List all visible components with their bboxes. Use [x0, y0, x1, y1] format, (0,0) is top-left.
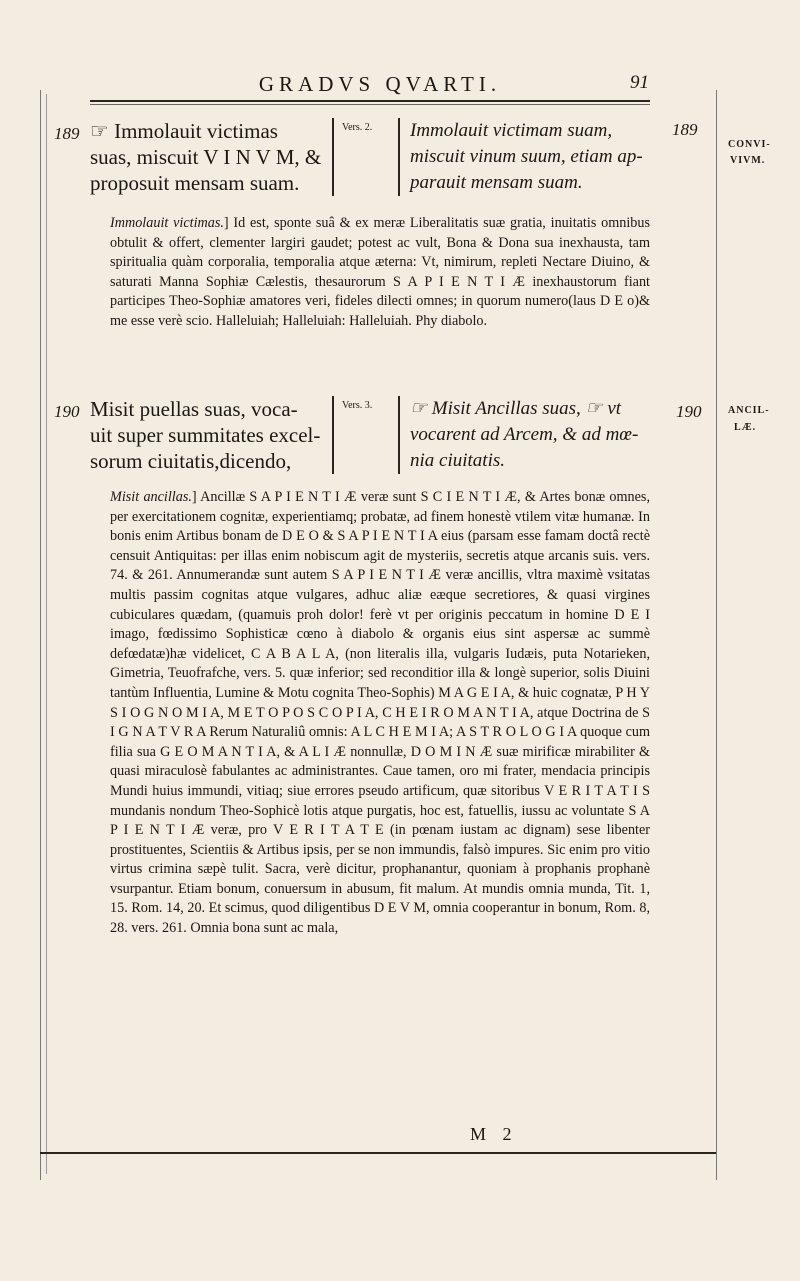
folio-number: 91: [630, 72, 649, 93]
verse-2-translation-line-3: nia ciuitatis.: [410, 450, 505, 471]
page-border-left-inner: [46, 94, 47, 1174]
page-border-left: [40, 90, 41, 1180]
verse-2-divider-left: [332, 396, 334, 474]
verse-1-translation-line-1: Immolauit victimam suam,: [410, 120, 613, 141]
verse-2-divider-right: [398, 396, 400, 474]
margin-number-right-190: 190: [676, 402, 702, 421]
running-head: GRADVS QVARTI.: [258, 72, 502, 96]
verse-1-translation-line-2: miscuit vinum suum, etiam ap-: [410, 146, 643, 167]
commentary-2-text: ] Ancillæ S A P I E N T I Æ veræ sunt S C I E N T I Æ, & Artes bonæ omnes, per exercitationem cognitæ, experientiamq; probatæ, ad finem honestè vtilem vitæ humanæ. In bonis enim Artibus bonam de D E O & S A P I E N T I A eius (parsam esse famam doctâ rectè censuit Antiquitas: per illas enim nobiscum agit de mysteriis, secretis atque arcanis suis. vers. 74. & 261. Annumerandæ sunt autem S A P I E N T I Æ veræ ancillis, vltra maximè vsitatas multis passim cognitas atque vulgares, adhuc aliæ eæque secretiores, & quasi virgines cubiculares quædam, (quamuis proh dolor! ferè vt per originis peccatum in homine D E I imago, fœdissimo Sophisticæ cœno à diabolo & organis eius sint aspersæ ac summè defœdatæ)hæ videlicet, C A B A L A, (non literalis illa, vulgaris Iudæis, puta Notarieken, Gimetria, Teuofrafche, vers. 5. quæ inferior; sed reconditior illa & longè superior, solis Diuini tantùm Influentia, Lumine & Motu cognita Theo-Sophis) M A G E I A, & huic cognatæ, P H Y S I O G N O M I A, M E T O P O S C O P I A, C H E I R O M A N T I A, atque Doctrina de S I G N A T V R A Rerum Naturaliû omnis: A L C H E M I A; A S T R O L O G I A quoque cum filia sua G E O M A N T I A, & A L I Æ nonnullæ, D O M I N Æ suæ mirificæ mirabiliter & quasi miraculosè fabulantes ac administrantes. Caue tamen, oro mi frater, mendacia principis Mundi huius immundi, vitiaq; siue errores pseudo artificum, quæ sitoribus V E R I T A T I S mundanis nondum Theo-Sophicè lotis atque purgatis, hoc est, fatuellis, iussu ac voluntate S A P I E N T I Æ veræ, pro V E R I T A T E (in pœnam iustam ac dignam) sese libenter prostituentes, Scientiis & Artibus ipsis, per se non immundis, falsò impures. Sic enim pro vitio virtus crimina sæpè tulit. Sacra, verè dicitur, prophanantur, quoniam à prophanis prophanè vsurpantur. Etiam bonum, conuersum in abusum, fit malum. At mundis omnia munda, Tit. 1, 15. Rom. 14, 20. Et scimus, quod diligentibus D E V M, omnia cooperantur in bonum, Rom. 8, 28. vers. 261. Omnia bona sunt ac mala,: [110, 489, 650, 937]
verse-1-divider-right: [398, 118, 400, 196]
verse-1-line-2: suas, miscuit V I N V M, &: [90, 145, 322, 169]
header-rule: [90, 100, 650, 102]
commentary-2-lemma: Misit ancillas.: [110, 489, 192, 505]
verse-2-line-2: uit super summitates excel-: [90, 423, 321, 447]
verse-2-translation: [410, 396, 650, 474]
verse-2-translation-line-2: vocarent ad Arcem, & ad mœ-: [410, 424, 639, 445]
margin-note-ancillae-1: ANCIL-: [728, 405, 770, 416]
signature-mark: M 2: [470, 1124, 518, 1144]
verse-1-divider-left: [332, 118, 334, 196]
verse-1-latin: [90, 118, 330, 196]
verse-2-latin: [90, 396, 330, 474]
header-rule-thin: [90, 104, 650, 105]
verse-1-reference: Vers. 2.: [342, 122, 373, 133]
margin-number-left-190: 190: [54, 402, 80, 421]
margin-number-right-189: 189: [672, 120, 698, 139]
verse-1-translation-line-3: parauit mensam suam.: [410, 172, 583, 193]
verse-1-line-1: ☞ Immolauit victimas: [90, 119, 278, 143]
margin-number-left-189: 189: [54, 124, 80, 143]
margin-note-convivium-1: CONVI-: [728, 139, 771, 150]
commentary-2: [110, 488, 650, 939]
verse-2-line-1: Misit puellas suas, voca-: [90, 397, 298, 421]
footer-rule: [40, 1152, 716, 1154]
commentary-1-lemma: Immolauit victimas.: [110, 215, 224, 231]
margin-note-ancillae-2: LÆ.: [734, 422, 757, 433]
verse-2-translation-line-1: ☞ Misit Ancillas suas, ☞ vt: [410, 398, 622, 419]
verse-1-line-3: proposuit mensam suam.: [90, 171, 300, 195]
commentary-1-text: ] Id est, sponte suâ & ex meræ Liberalitatis suæ gratia, inuitatis omnibus obtulit & offert, clementer largiri gaudet; potest ac vult, Bona & Dona sua inexhausta, tam spiritualia quàm corporalia, temporalia atque æterna: Vt, nimirum, repleti Nectare Diuino, & saturati Manna Sophiæ Cælestis, thesaurorum S A P I E N T I Æ inexhaustorum fiant participes Theo-Sophiæ amatores veri, fideles dilecti omnes; in quorum numero(laus D E o)& me esse verè scio. Halleluiah; Halleluiah: Halleluiah. Phy diabolo.: [110, 215, 650, 329]
verse-2-line-3: sorum ciuitatis,dicendo,: [90, 449, 292, 473]
verse-2-reference: Vers. 3.: [342, 400, 373, 411]
commentary-1: [110, 214, 650, 332]
margin-note-convivium-2: VIVM.: [730, 155, 766, 166]
verse-1-translation: [410, 118, 650, 196]
page-border-right: [716, 90, 717, 1180]
